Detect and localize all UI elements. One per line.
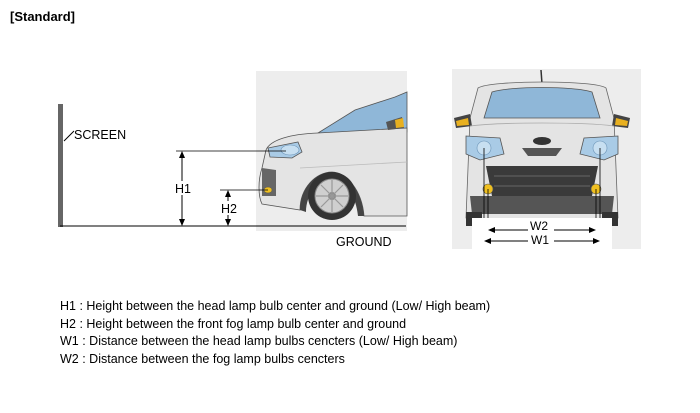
h1-arrow-top bbox=[179, 151, 185, 158]
logo bbox=[533, 137, 551, 145]
front-view bbox=[452, 69, 641, 250]
w1-label: W1 bbox=[531, 233, 549, 247]
legend-item-h2: H2 : Height between the front fog lamp bulb center and ground bbox=[60, 316, 407, 331]
legend-item-w2: W2 : Distance between the fog lamp bulbs cencters bbox=[60, 351, 345, 366]
h1-arrow-bottom bbox=[179, 219, 185, 226]
screen bbox=[58, 104, 63, 227]
screen-label: SCREEN bbox=[74, 128, 127, 142]
ground-label: GROUND bbox=[336, 235, 392, 249]
h2-label: H2 bbox=[221, 202, 237, 216]
legend bbox=[60, 298, 490, 368]
h2-arrow-top bbox=[225, 190, 231, 197]
page-title: [Standard] bbox=[10, 9, 75, 24]
windshield bbox=[484, 88, 600, 119]
h2-arrow-bottom bbox=[225, 219, 231, 226]
lower-grille bbox=[486, 166, 598, 196]
w2-label: W2 bbox=[530, 219, 548, 233]
screen-pointer bbox=[64, 131, 74, 141]
legend-item-w1: W1 : Distance between the head lamp bulbs cencters (Low/ High beam) bbox=[60, 334, 458, 348]
side-view bbox=[58, 71, 407, 249]
legend-item-h1: H1 : Height between the head lamp bulb center and ground (Low/ High beam) bbox=[60, 299, 491, 313]
h1-label: H1 bbox=[175, 182, 191, 196]
